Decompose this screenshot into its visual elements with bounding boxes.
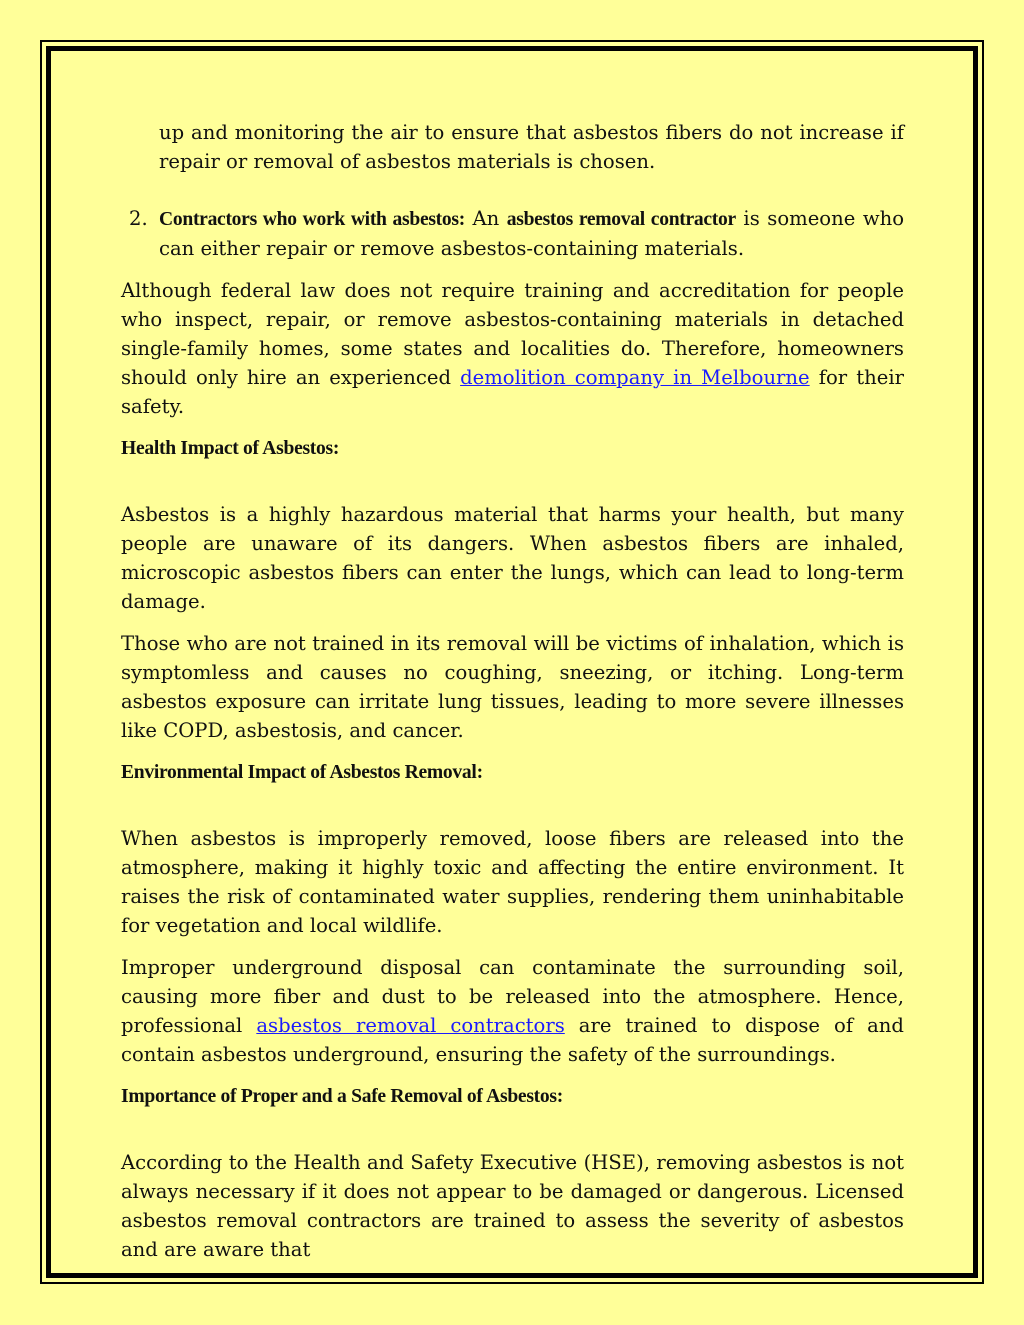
list-number: 2. (129, 207, 148, 230)
paragraph-importance: According to the Health and Safety Executive (HSE), removing asbestos is not always necessary if it does not appear to be damaged or dangerous. Licensed asbestos removal contractors are trained to assess the severity of asbestos and are aware that (121, 1151, 904, 1261)
list-item-1-continuation: up and monitoring the air to ensure that asbestos fibers do not increase if repair or removal of asbestos materials is chosen. (159, 121, 904, 173)
list-item-text-part: An (464, 207, 507, 230)
paragraph-text: for their safety. (121, 366, 904, 418)
document-body (121, 118, 904, 1277)
paragraph-text: Improper underground disposal can contaminate the surrounding soil, causing more fiber and dust to be released into the atmosphere. Hence, professional (121, 956, 904, 1037)
heading-importance: Importance of Proper and a Safe Removal of Asbestos: (121, 1086, 563, 1107)
paragraph-health-1: Asbestos is a highly hazardous material that harms your health, but many people are unaware of its dangers. When asbestos fibers are inhaled, microscopic asbestos fibers can enter the lungs, which can lead to long-term damage. (121, 503, 904, 613)
list-item-lead: Contractors who work with asbestos: (159, 209, 465, 230)
paragraph-environment-2 (121, 953, 904, 1069)
heading-environmental-impact: Environmental Impact of Asbestos Removal: (121, 762, 483, 783)
heading-health-impact: Health Impact of Asbestos: (121, 438, 340, 459)
demolition-company-link[interactable]: demolition company in Melbourne (460, 366, 810, 389)
list-item-2 (121, 204, 904, 263)
list-item-text-part: is someone who can either repair or remove asbestos-containing materials. (159, 207, 905, 260)
paragraph-federal-law (121, 276, 904, 421)
paragraph-environment-1: When asbestos is improperly removed, loose fibers are released into the atmosphere, making it highly toxic and affecting the entire environment. It raises the risk of contaminated water supplies, rendering them uninhabitable for vegetation and local wildlife. (121, 827, 904, 937)
list-item-highlight: asbestos removal contractor (506, 209, 736, 230)
list-item-text (159, 204, 904, 263)
paragraph-text: are trained to dispose of and contain asbestos underground, ensuring the safety of the surroundings. (121, 1014, 904, 1066)
paragraph-health-2: Those who are not trained in its removal will be victims of inhalation, which is symptomless and causes no coughing, sneezing, or itching. Long-term asbestos exposure can irritate lung tissues, leading to more severe illnesses like COPD, asbestosis, and cancer. (121, 632, 904, 742)
paragraph-text: Although federal law does not require training and accreditation for people who inspect, repair, or remove asbestos-containing materials in detached single-family homes, some states and localities do. Therefore, homeowners should only hire an experienced (121, 279, 904, 389)
asbestos-removal-contractors-link[interactable]: asbestos removal contractors (256, 1014, 565, 1037)
